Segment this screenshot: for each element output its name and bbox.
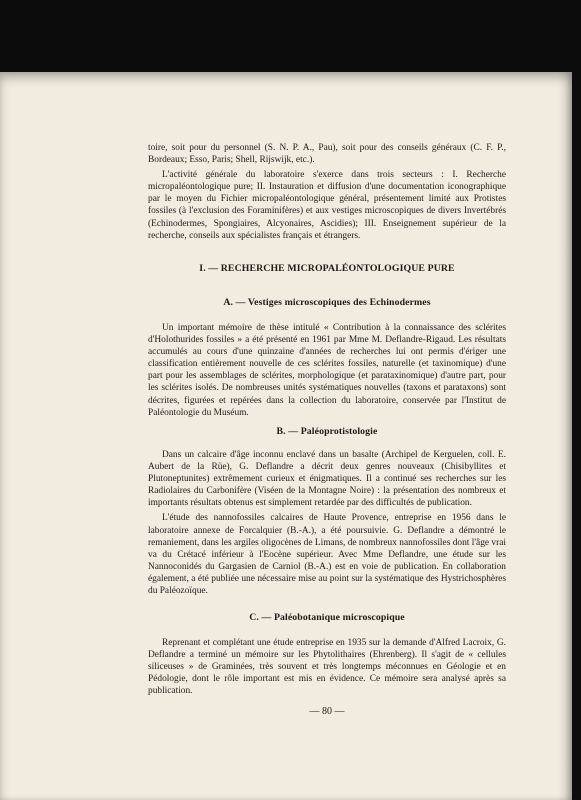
text-block-1 [148,142,506,242]
page-number: — 80 — [309,706,345,717]
paragraph-echinoderms: Un important mémoire de thèse intitulé « Contribution à la connaissance des sclérites d'Holothurides fossiles » a été présenté en 1961 par Mme M. Deflandre-Rigaud. Les résultats accumulés au cours d'une quinzaine d'années de recherches lui ont permis d'ériger une classification entièrement nouvelle de ces sclérites fossiles, naturelle (et taxinomique) d'une part pour les assemblages de sclérites, morphologique (et parataxinomique) d'autre part, pour les sclérites isolés. De nombreuses unités systématiques nouvelles (taxons et parataxons) sont décrites, figurées et repérées dans la collection du laboratoire, conservée par l'Institut de Paléontologie du Muséum. [148,323,506,418]
paragraph-paleoprotistology-1: Dans un calcaire d'âge inconnu enclavé dans un basalte (Archipel de Kerguelen, coll. E. Aubert de la Rüe), G. Deflandre a décrit deux genres nouveaux (Chisibyllites et Plutoneptunites) extrêmement curieux et énigmatiques. Il a continué ses recherches sur les Radiolaires du Carbonifère (Viséen de la Montagne Noire) : la présentation des nombreux et importants résultats obtenus est simplement retardée par des difficultés de publication. [148,450,506,509]
paragraph-continuation: toire, soit pour du personnel (S. N. P. A., Pau), soit pour des conseils généraux (C. F. P., Bordeaux; Esso, Paris; Shell, Rijswijk, etc.). [148,143,506,166]
section-c-heading: C. — Paléobotanique microscopique [249,612,405,623]
main-heading: I. — RECHERCHE MICROPALÉONTOLOGIQUE PURE [199,263,455,274]
text-block-2 [148,322,506,419]
paragraph-paleoprotistology-2: L'étude des nannofossiles calcaires de Haute Provence, entreprise en 1956 dans le laboratoire annexe de Forcalquier (B.-A.), a été poursuivie. G. Deflandre a démontré le remaniement, dans les argiles oligocènes de Limans, de nombreux nannofossiles dont l'âge vrai va du Crétacé inférieur à l'Eocène supérieur. Avec Mme Deflandre, une étude sur les Nannoconidés du Gargasien de Carniol (B.-A.) est en voie de publication. En collaboration également, a été publiée une nécessaire mise au point sur la systématique des Hystrichosphères du Paléozoïque. [148,513,506,597]
section-b-heading: B. — Paléoprotistologie [276,426,378,437]
section-a-heading: A. — Vestiges microscopiques des Echinodermes [223,297,431,308]
paragraph-paleobotany: Reprenant et complétant une étude entreprise en 1935 sur la demande d'Alfred Lacroix, G. Deflandre a terminé un mémoire sur les Phytolithaires (Ehrenberg). Il s'agit de « cellules siliceuses » de Graminées, très souvent et très longtemps méconnues en Géologie et en Pédologie, dont le rôle important est mis en évidence. Ce mémoire sera analysé après sa publication. [148,638,506,697]
paragraph-activity-sectors: L'activité générale du laboratoire s'exerce dans trois secteurs : I. Recherche micropaléontologique pure; II. Instauration et diffusion d'une documentation iconographique par le moyen du Fichier micropaléontologique général, présentement limité aux Protistes fossiles (à l'exclusion des Foraminifères) et aux vestiges microscopiques de divers Invertébrés (Echinodermes, Spongiaires, Alcyonaires, Ascidies); III. Enseignement supérieur de la recherche, conseils aux spécialistes français et étrangers. [148,170,506,241]
text-block-4 [148,637,506,697]
text-block-3 [148,449,506,597]
